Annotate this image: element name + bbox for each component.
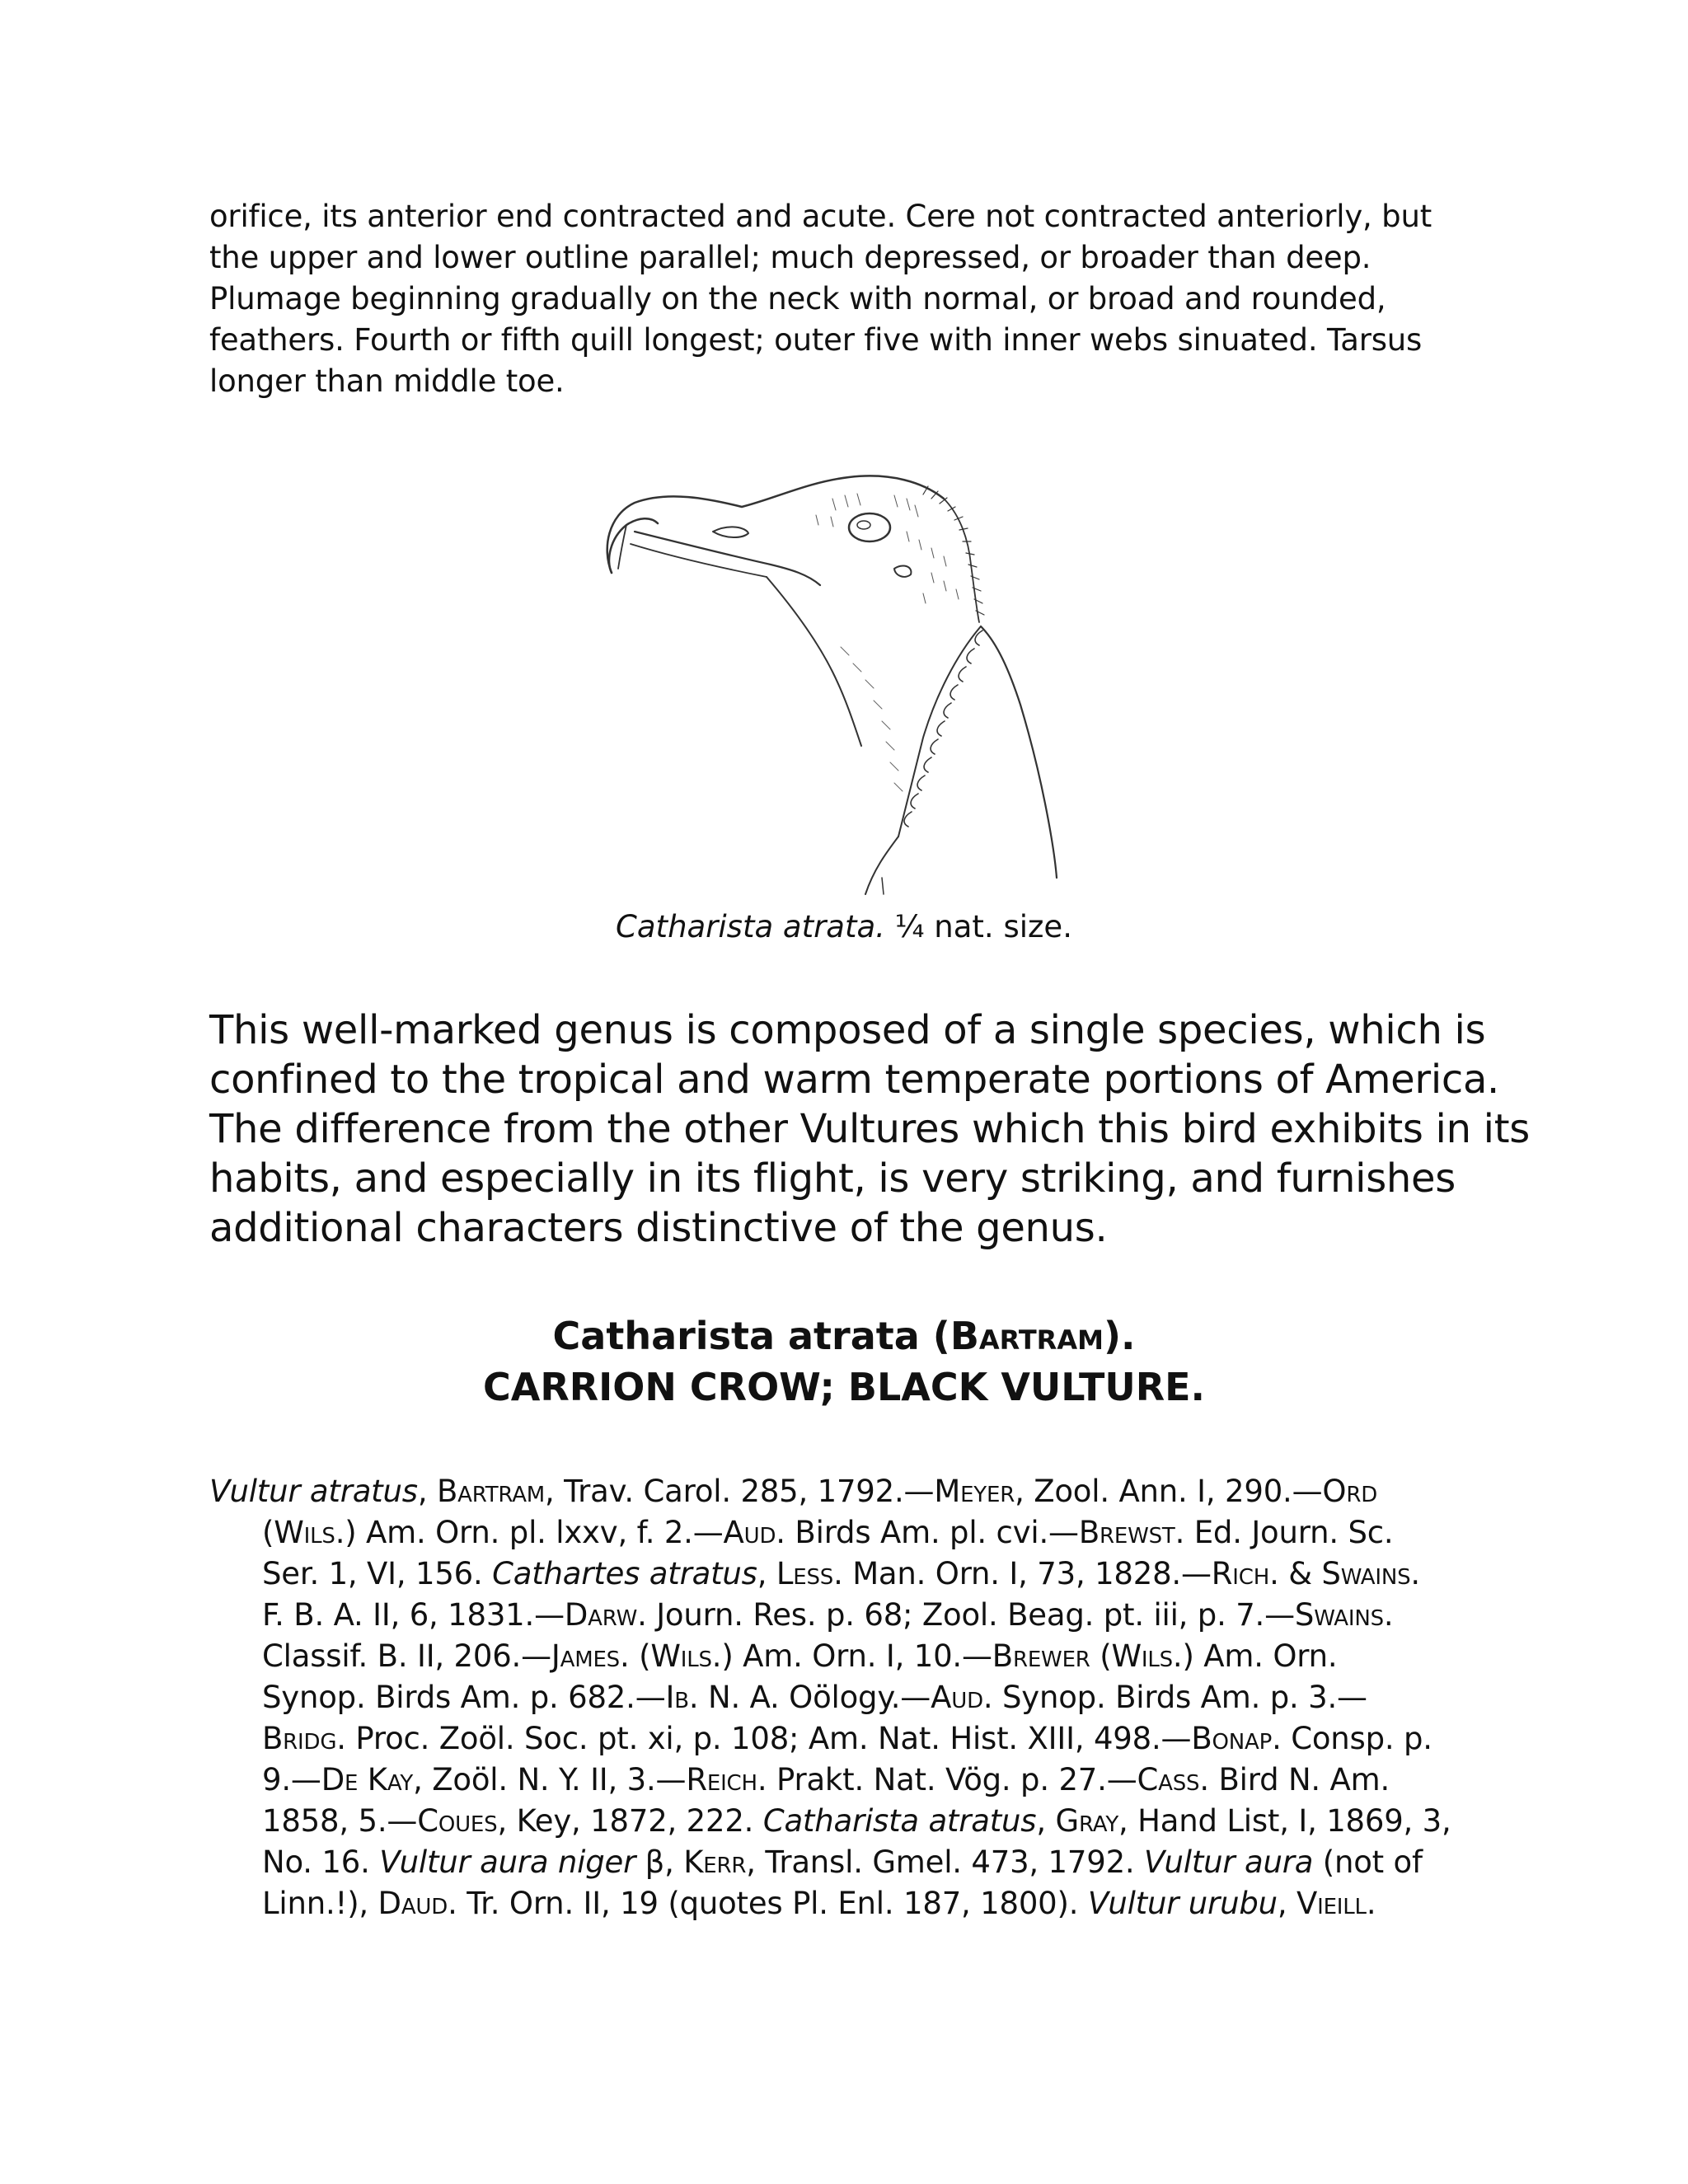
author-name: Daud. [377, 1886, 457, 1921]
text-run: Linn.!), [262, 1886, 378, 1921]
synonymy-line [209, 1842, 1495, 1883]
intro-line: orifice, its anterior end contracted and acute. Cere not contracted anteriorly, but [209, 199, 1432, 234]
text-run: Birds Am. pl. cvi.— [785, 1515, 1079, 1550]
text-run: , Hand List, I, 1869, 3, [1118, 1803, 1451, 1839]
author-name: James. [551, 1638, 630, 1674]
text-run: Consp. p. [1281, 1721, 1432, 1756]
author-name: Reich. [686, 1762, 767, 1797]
text-run: 1858, 5.— [262, 1803, 418, 1839]
text-run: ( [1090, 1638, 1112, 1674]
synonymy-line [209, 1677, 1495, 1718]
synonymy-line [209, 1883, 1495, 1924]
species-name: Catharista atrata ( [552, 1314, 950, 1358]
synonymy-line [209, 1636, 1495, 1677]
synonymy-line [209, 1554, 1495, 1595]
author-name: Cass. [1137, 1762, 1209, 1797]
text-run: Proc. Zoöl. Soc. pt. xi, p. 108; Am. Nat. Hist. XIII, 498.— [345, 1721, 1192, 1756]
author-name: Swains. [1321, 1556, 1420, 1591]
text-run: β, [635, 1844, 684, 1880]
figure-caption [0, 907, 1688, 948]
intro-line: feathers. Fourth or fifth quill longest; outer five with inner webs sinuated. Tarsus [209, 322, 1423, 358]
description-line: habits, and especially in its flight, is very striking, and furnishes [209, 1155, 1456, 1202]
text-run: & [1278, 1556, 1322, 1591]
author-name: Ib. [665, 1680, 699, 1715]
description-line: additional characters distinctive of the genus. [209, 1205, 1108, 1251]
intro-line: Plumage beginning gradually on the neck with normal, or broad and rounded, [209, 281, 1386, 316]
taxon-name: Cathartes atratus [492, 1556, 757, 1591]
taxon-name: Vultur aura [1144, 1844, 1314, 1880]
synonymy-line [209, 1512, 1495, 1554]
synonymy-line [209, 1471, 1495, 1512]
species-title-close: ). [1103, 1314, 1136, 1358]
author-name: Aud. [723, 1515, 785, 1550]
author-name: Rich. [1211, 1556, 1279, 1591]
text-run: F. B. A. II, 6, 1831.— [262, 1597, 565, 1633]
description-line: confined to the tropical and warm temperate portions of America. [209, 1057, 1500, 1103]
text-run: ) Am. Orn. [1182, 1638, 1338, 1674]
author-name: Wils. [1111, 1638, 1183, 1674]
text-run: Man. Orn. I, 73, 1828.— [842, 1556, 1212, 1591]
caption-scale: ¼ nat. size. [894, 909, 1072, 944]
author-name: Gray [1055, 1803, 1119, 1839]
text-run: , Zool. Ann. I, 290.— [1015, 1474, 1323, 1509]
synonymy-block [209, 1471, 1495, 1924]
text-run: , [1036, 1803, 1056, 1839]
author-name: Kerr [683, 1844, 747, 1880]
text-run: Prakt. Nat. Vög. p. 27.— [767, 1762, 1137, 1797]
author-name: Bartram [436, 1474, 546, 1509]
text-run: Classif. B. II, 206.— [262, 1638, 551, 1674]
text-run: , [757, 1556, 776, 1591]
text-run: , [1277, 1886, 1296, 1921]
author-name: Vieill. [1296, 1886, 1376, 1921]
text-run: No. 16. [262, 1844, 380, 1880]
taxon-name: Catharista atratus [762, 1803, 1037, 1839]
intro-line: longer than middle toe. [209, 363, 565, 399]
text-run: Tr. Orn. II, 19 (quotes Pl. Enl. 187, 1800). [457, 1886, 1088, 1921]
caption-species: Catharista atrata. [616, 909, 885, 944]
synonymy-line [209, 1760, 1495, 1801]
vulture-head-illustration [569, 466, 1104, 902]
text-run: ) Am. Orn. I, 10.— [721, 1638, 992, 1674]
text-run: 9.— [262, 1762, 321, 1797]
text-run: Synop. Birds Am. p. 682.— [262, 1680, 666, 1715]
description-line: The difference from the other Vultures which this bird exhibits in its [209, 1106, 1530, 1152]
synonymy-line [209, 1718, 1495, 1760]
text-run: (not of [1313, 1844, 1423, 1880]
text-run: ( [262, 1515, 274, 1550]
author-name: Darw. [564, 1597, 647, 1633]
author-name: Coues [417, 1803, 498, 1839]
text-run: , Transl. Gmel. 473, 1792. [746, 1844, 1145, 1880]
author-name: Bridg. [262, 1721, 346, 1756]
genus-description [209, 1005, 1530, 1253]
taxon-name: Vultur atratus [209, 1474, 418, 1509]
taxon-name: Vultur urubu [1087, 1886, 1278, 1921]
author-name: Bonap. [1191, 1721, 1282, 1756]
species-title [0, 1310, 1688, 1361]
intro-line: the upper and lower outline parallel; much depressed, or broader than deep. [209, 240, 1372, 275]
text-run: Bird N. Am. [1208, 1762, 1390, 1797]
synonymy-line [209, 1595, 1495, 1636]
text-run: Synop. Birds Am. p. 3.— [992, 1680, 1367, 1715]
author-name: De Kay [321, 1762, 414, 1797]
text-run: Journ. Res. p. 68; Zool. Beag. pt. iii, p. 7.— [646, 1597, 1295, 1633]
text-run: ) Am. Orn. pl. lxxv, f. 2.— [345, 1515, 724, 1550]
text-run: ( [629, 1638, 651, 1674]
common-names: CARRION CROW; BLACK VULTURE. [482, 1365, 1206, 1409]
description-line: This well-marked genus is composed of a single species, which is [209, 1007, 1486, 1053]
synonymy-line [209, 1801, 1495, 1842]
text-run: , Zoöl. N. Y. II, 3.— [413, 1762, 687, 1797]
author-name: Ord [1322, 1474, 1378, 1509]
text-run: , Key, 1872, 222. [497, 1803, 763, 1839]
author-name: Wils. [274, 1515, 345, 1550]
species-authority: Bartram [950, 1314, 1104, 1358]
author-name: Brewer [992, 1638, 1090, 1674]
text-run: Ed. Journ. Sc. [1184, 1515, 1394, 1550]
taxon-name: Vultur aura niger [379, 1844, 636, 1880]
species-heading [0, 1310, 1688, 1413]
author-name: Less. [776, 1556, 843, 1591]
author-name: Wils. [650, 1638, 722, 1674]
text-run: , Trav. Carol. 285, 1792.— [545, 1474, 935, 1509]
vulture-head-drawing-icon [569, 466, 1104, 902]
author-name: Meyer [934, 1474, 1015, 1509]
text-run: , [417, 1474, 437, 1509]
text-run: Ser. 1, VI, 156. [262, 1556, 493, 1591]
intro-paragraph [209, 196, 1479, 402]
author-name: Aud. [931, 1680, 993, 1715]
text-run: N. A. Oölogy.— [698, 1680, 931, 1715]
author-name: Brewst. [1078, 1515, 1185, 1550]
author-name: Swains. [1294, 1597, 1394, 1633]
